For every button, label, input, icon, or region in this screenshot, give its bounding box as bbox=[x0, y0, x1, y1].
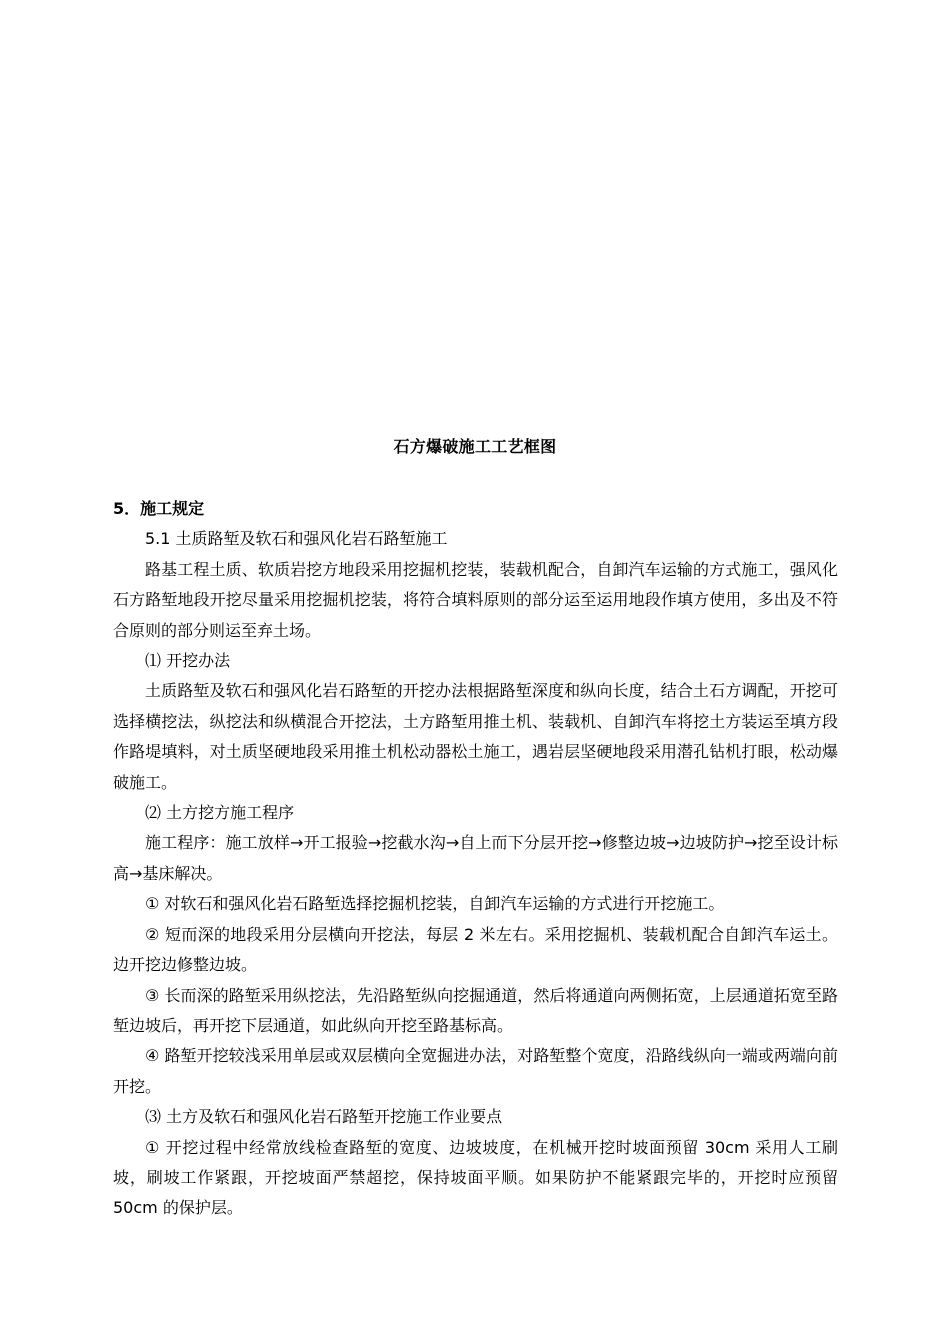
list-item: ① 对软石和强风化岩石路堑选择挖掘机挖装，自卸汽车运输的方式进行开挖施工。 bbox=[145, 894, 725, 914]
part1-title: ⑴ 开挖办法 bbox=[145, 651, 231, 671]
part1-paragraph: 土质路堑及软石和强风化岩石路堑的开挖办法根据路堑深度和纵向长度，结合土石方调配，开挖可选择横挖法，纵挖法和纵横混合开挖法，土方路堑用推土机、装载机、自卸汽车将挖土方装运至填方段作路堤填料，对土质坚硬地段采用推土机松动器松土施工，遇岩层坚硬地段采用潜孔钻机打眼，松动爆破施工。 bbox=[113, 681, 838, 792]
part2-title: ⑵ 土方挖方施工程序 bbox=[145, 803, 295, 823]
subsection-title: 5.1 土质路堑及软石和强风化岩石路堑施工 bbox=[145, 529, 448, 549]
section-heading: 5．施工规定 bbox=[113, 499, 205, 518]
figure-caption: 石方爆破施工工艺框图 bbox=[393, 437, 557, 456]
list-item: ③ 长而深的路堑采用纵挖法，先沿路堑纵向挖掘通道，然后将通道向两侧拓宽，上层通道拓宽至路堑边坡后，再开挖下层通道，如此纵向开挖至路基标高。 bbox=[113, 985, 838, 1035]
list-item: ② 短而深的地段采用分层横向开挖法，每层 2 米左右。采用挖掘机、装载机配合自卸汽车运土。边开挖边修整边坡。 bbox=[113, 924, 838, 975]
part3-title: ⑶ 土方及软石和强风化岩石路堑开挖施工作业要点 bbox=[145, 1107, 503, 1127]
part2-paragraph: 施工程序：施工放样→开工报验→挖截水沟→自上而下分层开挖→修整边坡→边坡防护→挖至设计标高→基床解决。 bbox=[113, 833, 838, 883]
list-item: ① 开挖过程中经常放线检查路堑的宽度、边坡坡度，在机械开挖时坡面预留 30cm 采用人工刷坡，刷坡工作紧跟，开挖坡面严禁超挖，保持坡面平顺。如果防护不能紧跟完毕的，开挖时应预留 50cm 的保护层。 bbox=[113, 1137, 838, 1218]
intro-paragraph: 路基工程土质、软质岩挖方地段采用挖掘机挖装，装载机配合，自卸汽车运输的方式施工，强风化石方路堑地段开挖尽量采用挖掘机挖装，将符合填料原则的部分运至运用地段作填方使用，多出及不符合原则的部分则运至弃土场。 bbox=[113, 559, 838, 640]
list-item: ④ 路堑开挖较浅采用单层或双层横向全宽掘进办法，对路堑整个宽度，沿路线纵向一端或两端向前开挖。 bbox=[113, 1046, 838, 1096]
body-content bbox=[113, 494, 838, 1224]
